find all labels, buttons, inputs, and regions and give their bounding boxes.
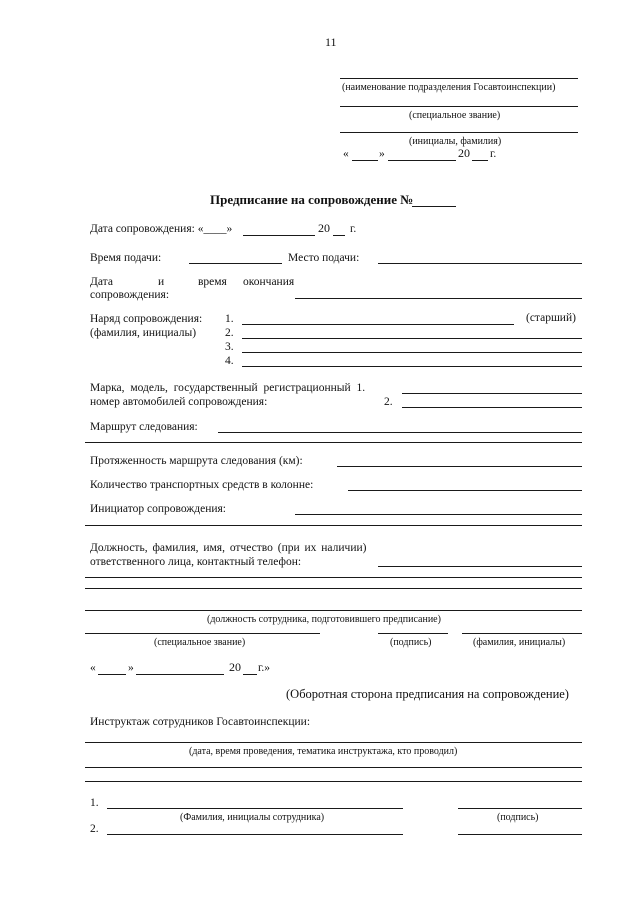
car-line-2[interactable] — [402, 407, 582, 408]
end-line[interactable] — [295, 298, 582, 299]
briefing-label: Инструктаж сотрудников Госавтоинспекции: — [90, 716, 311, 728]
end-label-word2: и — [158, 276, 165, 288]
responsible-line-1[interactable] — [378, 566, 582, 567]
squad-num-3: 3. — [225, 341, 234, 353]
name-caption: (инициалы, фамилия) — [409, 136, 502, 147]
car-line-1[interactable] — [402, 393, 582, 394]
sign-signature-caption: (подпись) — [390, 637, 432, 648]
staff-line-1[interactable] — [107, 808, 403, 809]
staff-caption: (Фамилия, инициалы сотрудника) — [180, 812, 325, 823]
header-year: 20 — [458, 146, 470, 160]
squad-sublabel: (фамилия, инициалы) — [90, 327, 197, 339]
position-caption: (должность сотрудника, подготовившего предписание) — [207, 614, 441, 625]
briefing-line-1[interactable] — [85, 742, 582, 743]
route-line-1[interactable] — [218, 432, 582, 433]
end-label-word1: Дата — [90, 276, 113, 288]
date-year-line[interactable] — [333, 235, 345, 236]
header-year-line[interactable] — [472, 160, 488, 161]
date-year-suffix: г. — [350, 223, 357, 235]
rank-line[interactable] — [340, 106, 578, 107]
position-line[interactable] — [85, 610, 582, 611]
document-title: Предписание на сопровождение № — [210, 192, 414, 207]
senior-label: (старший) — [526, 312, 576, 324]
squad-line-1[interactable] — [242, 324, 514, 325]
end-label-word3: время — [198, 276, 227, 288]
header-day-line[interactable] — [352, 160, 378, 161]
length-label: Протяженность маршрута следования (км): — [90, 455, 303, 467]
staff-num-1: 1. — [90, 797, 99, 809]
route-line-2[interactable] — [85, 442, 582, 443]
car-sublabel: номер автомобилей сопровождения: — [90, 396, 268, 408]
sign-date-close: » — [128, 662, 134, 674]
place-label: Место подачи: — [288, 252, 360, 264]
header-month-line[interactable] — [388, 160, 456, 161]
header-date-open: « — [343, 148, 349, 160]
route-label: Маршрут следования: — [90, 421, 198, 433]
staff-num-2: 2. — [90, 823, 99, 835]
place-line[interactable] — [378, 263, 582, 264]
briefing-line-3[interactable] — [85, 781, 582, 782]
name-line[interactable] — [340, 132, 578, 133]
date-month-line[interactable] — [243, 235, 315, 236]
rank-caption: (специальное звание) — [409, 110, 501, 121]
reverse-heading: (Оборотная сторона предписания на сопровождение) — [286, 687, 569, 701]
car-label: Марка, модель, государственный регистрационный 1. — [90, 382, 366, 394]
sign-date-open: « — [90, 662, 96, 674]
squad-num-4: 4. — [225, 355, 234, 367]
staff-sign-caption: (подпись) — [497, 812, 539, 823]
length-line[interactable] — [337, 466, 582, 467]
vehicles-line[interactable] — [348, 490, 582, 491]
staff-line-2[interactable] — [107, 834, 403, 835]
header-date-close: » — [379, 148, 385, 160]
staff-sign-line-2[interactable] — [458, 834, 582, 835]
time-label: Время подачи: — [90, 252, 162, 264]
initiator-line-2[interactable] — [85, 525, 582, 526]
responsible-sublabel: ответственного лица, контактный телефон: — [90, 556, 302, 568]
header-year-suffix: г. — [490, 148, 497, 160]
briefing-line-2[interactable] — [85, 767, 582, 768]
page-number: 11 — [325, 35, 337, 49]
squad-label: Наряд сопровождения: — [90, 313, 203, 325]
sign-month-line[interactable] — [136, 674, 224, 675]
time-line[interactable] — [189, 263, 282, 264]
squad-line-4[interactable] — [242, 366, 582, 367]
sign-year: 20 — [229, 660, 241, 674]
sign-rank-caption: (специальное звание) — [154, 637, 246, 648]
sign-year-suffix: г.» — [258, 662, 271, 674]
initiator-line-1[interactable] — [295, 514, 582, 515]
title-number-line[interactable] — [412, 206, 456, 207]
squad-line-3[interactable] — [242, 352, 582, 353]
date-year: 20 — [318, 221, 330, 235]
end-label-line2: сопровождения: — [90, 289, 170, 301]
unit-line[interactable] — [340, 78, 578, 79]
staff-sign-line-1[interactable] — [458, 808, 582, 809]
car-num-2: 2. — [384, 396, 393, 408]
sign-name-caption: (фамилия, инициалы) — [473, 637, 566, 648]
squad-num-1: 1. — [225, 313, 234, 325]
sign-name-line[interactable] — [462, 633, 582, 634]
squad-num-2: 2. — [225, 327, 234, 339]
responsible-line-2[interactable] — [85, 577, 582, 578]
date-label: Дата сопровождения: «____» — [90, 223, 233, 235]
sign-signature-line[interactable] — [378, 633, 448, 634]
end-label-word4: окончания — [243, 276, 295, 288]
sign-day-line[interactable] — [98, 674, 126, 675]
sign-year-line[interactable] — [243, 674, 257, 675]
responsible-line-3[interactable] — [85, 588, 582, 589]
vehicles-label: Количество транспортных средств в колонне: — [90, 479, 314, 491]
briefing-caption: (дата, время проведения, тематика инструктажа, кто проводил) — [189, 746, 458, 757]
initiator-label: Инициатор сопровождения: — [90, 503, 226, 515]
sign-rank-line[interactable] — [85, 633, 320, 634]
squad-line-2[interactable] — [242, 338, 582, 339]
responsible-label: Должность, фамилия, имя, отчество (при их наличии) — [90, 542, 367, 554]
unit-caption: (наименование подразделения Госавтоинспекции) — [342, 82, 556, 93]
